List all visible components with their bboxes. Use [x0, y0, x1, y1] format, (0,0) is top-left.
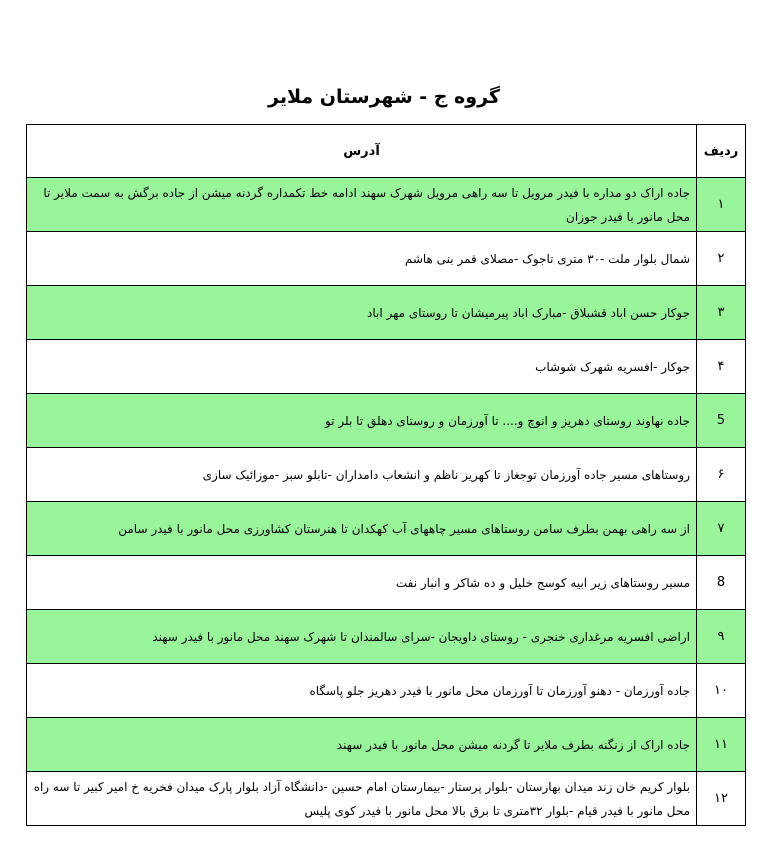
row-address: جاده اراک دو مداره با فیدر مرویل تا سه راهی مرویل شهرک سهند ادامه خط تکمداره گردنه میشن از جاده برگش به سمت ملایر تا محل مانور با فیدر جوزان: [27, 178, 697, 232]
row-number: ۶: [697, 448, 746, 502]
row-address: اراضی افسریه مرغداری خنجری - روستای داویجان -سرای سالمندان تا شهرک سهند محل مانور با فیدر سهند: [27, 610, 697, 664]
row-address: بلوار کریم خان زند میدان بهارستان -بلوار پرستار -بیمارستان امام حسین -دانشگاه آزاد بلوار پارک میدان فخریه خ امیر کبیر تا سه راه محل مانور با فیدر قیام -بلوار ۳۲متری تا برق بالا محل مانور با فیدر کوی پلیس: [27, 772, 697, 826]
header-row-number: ردیف: [697, 125, 746, 178]
address-table: [26, 124, 746, 826]
table-row: [27, 772, 746, 826]
table-header-row: [27, 125, 746, 178]
row-address: از سه راهی بهمن بطرف سامن روستاهای مسیر چاههای آب کهکدان تا هنرستان کشاورزی محل مانور با فیدر سامن: [27, 502, 697, 556]
row-number: 5: [697, 394, 746, 448]
row-address: جوکار -افسریه شهرک شوشاب: [27, 340, 697, 394]
table-row: [27, 718, 746, 772]
row-number: ۲: [697, 232, 746, 286]
table-row: [27, 448, 746, 502]
table-row: [27, 340, 746, 394]
table-body: [27, 178, 746, 826]
table-row: [27, 664, 746, 718]
table-row: [27, 556, 746, 610]
header-address: آدرس: [27, 125, 697, 178]
row-number: ۱۰: [697, 664, 746, 718]
row-number: ۱۲: [697, 772, 746, 826]
table-row: [27, 286, 746, 340]
row-number: ۷: [697, 502, 746, 556]
row-number: ۹: [697, 610, 746, 664]
page-title: گروه ج - شهرستان ملایر: [268, 86, 500, 108]
row-number: ۱: [697, 178, 746, 232]
table-row: [27, 178, 746, 232]
row-number: ۴: [697, 340, 746, 394]
table-row: [27, 502, 746, 556]
row-address: جاده نهاوند روستای دهریز و انوچ و.... تا آورزمان و روستای دهلق تا بلر تو: [27, 394, 697, 448]
row-number: ۳: [697, 286, 746, 340]
table-row: [27, 232, 746, 286]
row-number: ۱۱: [697, 718, 746, 772]
row-address: شمال بلوار ملت -۳۰ متری تاجوک -مصلای قمر بنی هاشم: [27, 232, 697, 286]
row-address: روستاهای مسیر جاده آورزمان توجغاز تا کهریز ناظم و انشعاب دامداران -تابلو سبز -موزائیک سازی: [27, 448, 697, 502]
row-address: جاده اراک از زنگنه بطرف ملایر تا گردنه میشن محل مانور با فیدر سهند: [27, 718, 697, 772]
row-address: مسیر روستاهای زیر ابیه کوسج خلیل و ده شاکر و انبار نفت: [27, 556, 697, 610]
table-row: [27, 394, 746, 448]
table-row: [27, 610, 746, 664]
row-number: 8: [697, 556, 746, 610]
row-address: جوکار حسن اباد قشبلاق -مبارک اباد پیرمیشان تا روستای مهر اباد: [27, 286, 697, 340]
row-address: جاده آورزمان - دهنو آورزمان تا آورزمان محل مانور با فیدر دهریز جلو پاسگاه: [27, 664, 697, 718]
